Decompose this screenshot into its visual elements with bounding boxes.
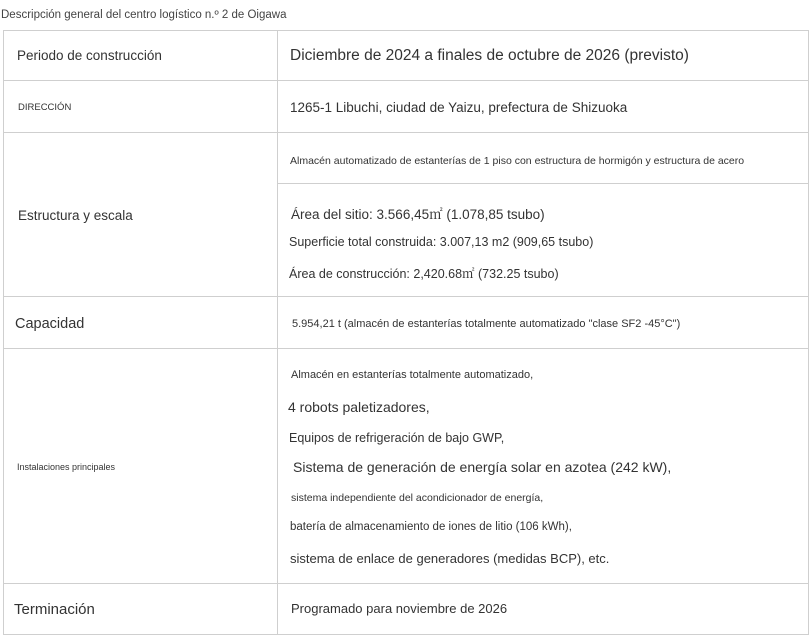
address-label: DIRECCIÓN [18,102,72,113]
table-caption: Descripción general del centro logístico n.º 2 de Oigawa [1,9,287,21]
completion-label: Terminación [14,601,95,618]
table-border-left [3,30,4,635]
row-divider [3,348,809,349]
structure-type: Almacén automatizado de estanterías de 1 piso con estructura de hormigón y estructura de acero [290,155,745,167]
cell-divider [278,183,809,184]
facility-item: Sistema de generación de energía solar en azotea (242 kW), [293,459,672,475]
facility-item: sistema de enlace de generadores (medidas BCP), etc. [290,551,610,566]
construction-period-value: Diciembre de 2024 a finales de octubre de 2026 (previsto) [290,47,689,64]
site-area: Área del sitio: 3.566,45㎡ (1.078,85 tsubo) [291,207,545,222]
facility-item: 4 robots paletizadores, [288,399,430,415]
address-value: 1265-1 Libuchi, ciudad de Yaizu, prefectura de Shizuoka [290,100,628,115]
construction-period-label: Periodo de construcción [17,48,162,63]
table-border-right [808,30,809,635]
row-divider [3,132,809,133]
building-area: Área de construcción: 2,420.68㎡ (732.25 tsubo) [289,267,559,281]
facility-item: Equipos de refrigeración de bajo GWP, [289,431,505,445]
table-border-bottom [3,634,809,635]
structure-label: Estructura y escala [18,208,133,223]
completion-value: Programado para noviembre de 2026 [291,601,508,616]
row-divider [3,296,809,297]
facilities-label: Instalaciones principales [17,462,116,472]
row-divider [3,583,809,584]
capacity-label: Capacidad [15,316,85,332]
capacity-value: 5.954,21 t (almacén de estanterías totalmente automatizado "clase SF2 -45°C") [292,318,681,330]
total-floor-area: Superficie total construida: 3.007,13 m2 (909,65 tsubo) [289,235,594,249]
table-border-top [3,30,809,31]
column-divider [277,30,278,635]
facility-item: batería de almacenamiento de iones de litio (106 kWh), [290,521,572,533]
facility-item: sistema independiente del acondicionador de energía, [291,492,544,504]
row-divider [3,80,809,81]
facility-item: Almacén en estanterías totalmente automatizado, [291,369,534,381]
